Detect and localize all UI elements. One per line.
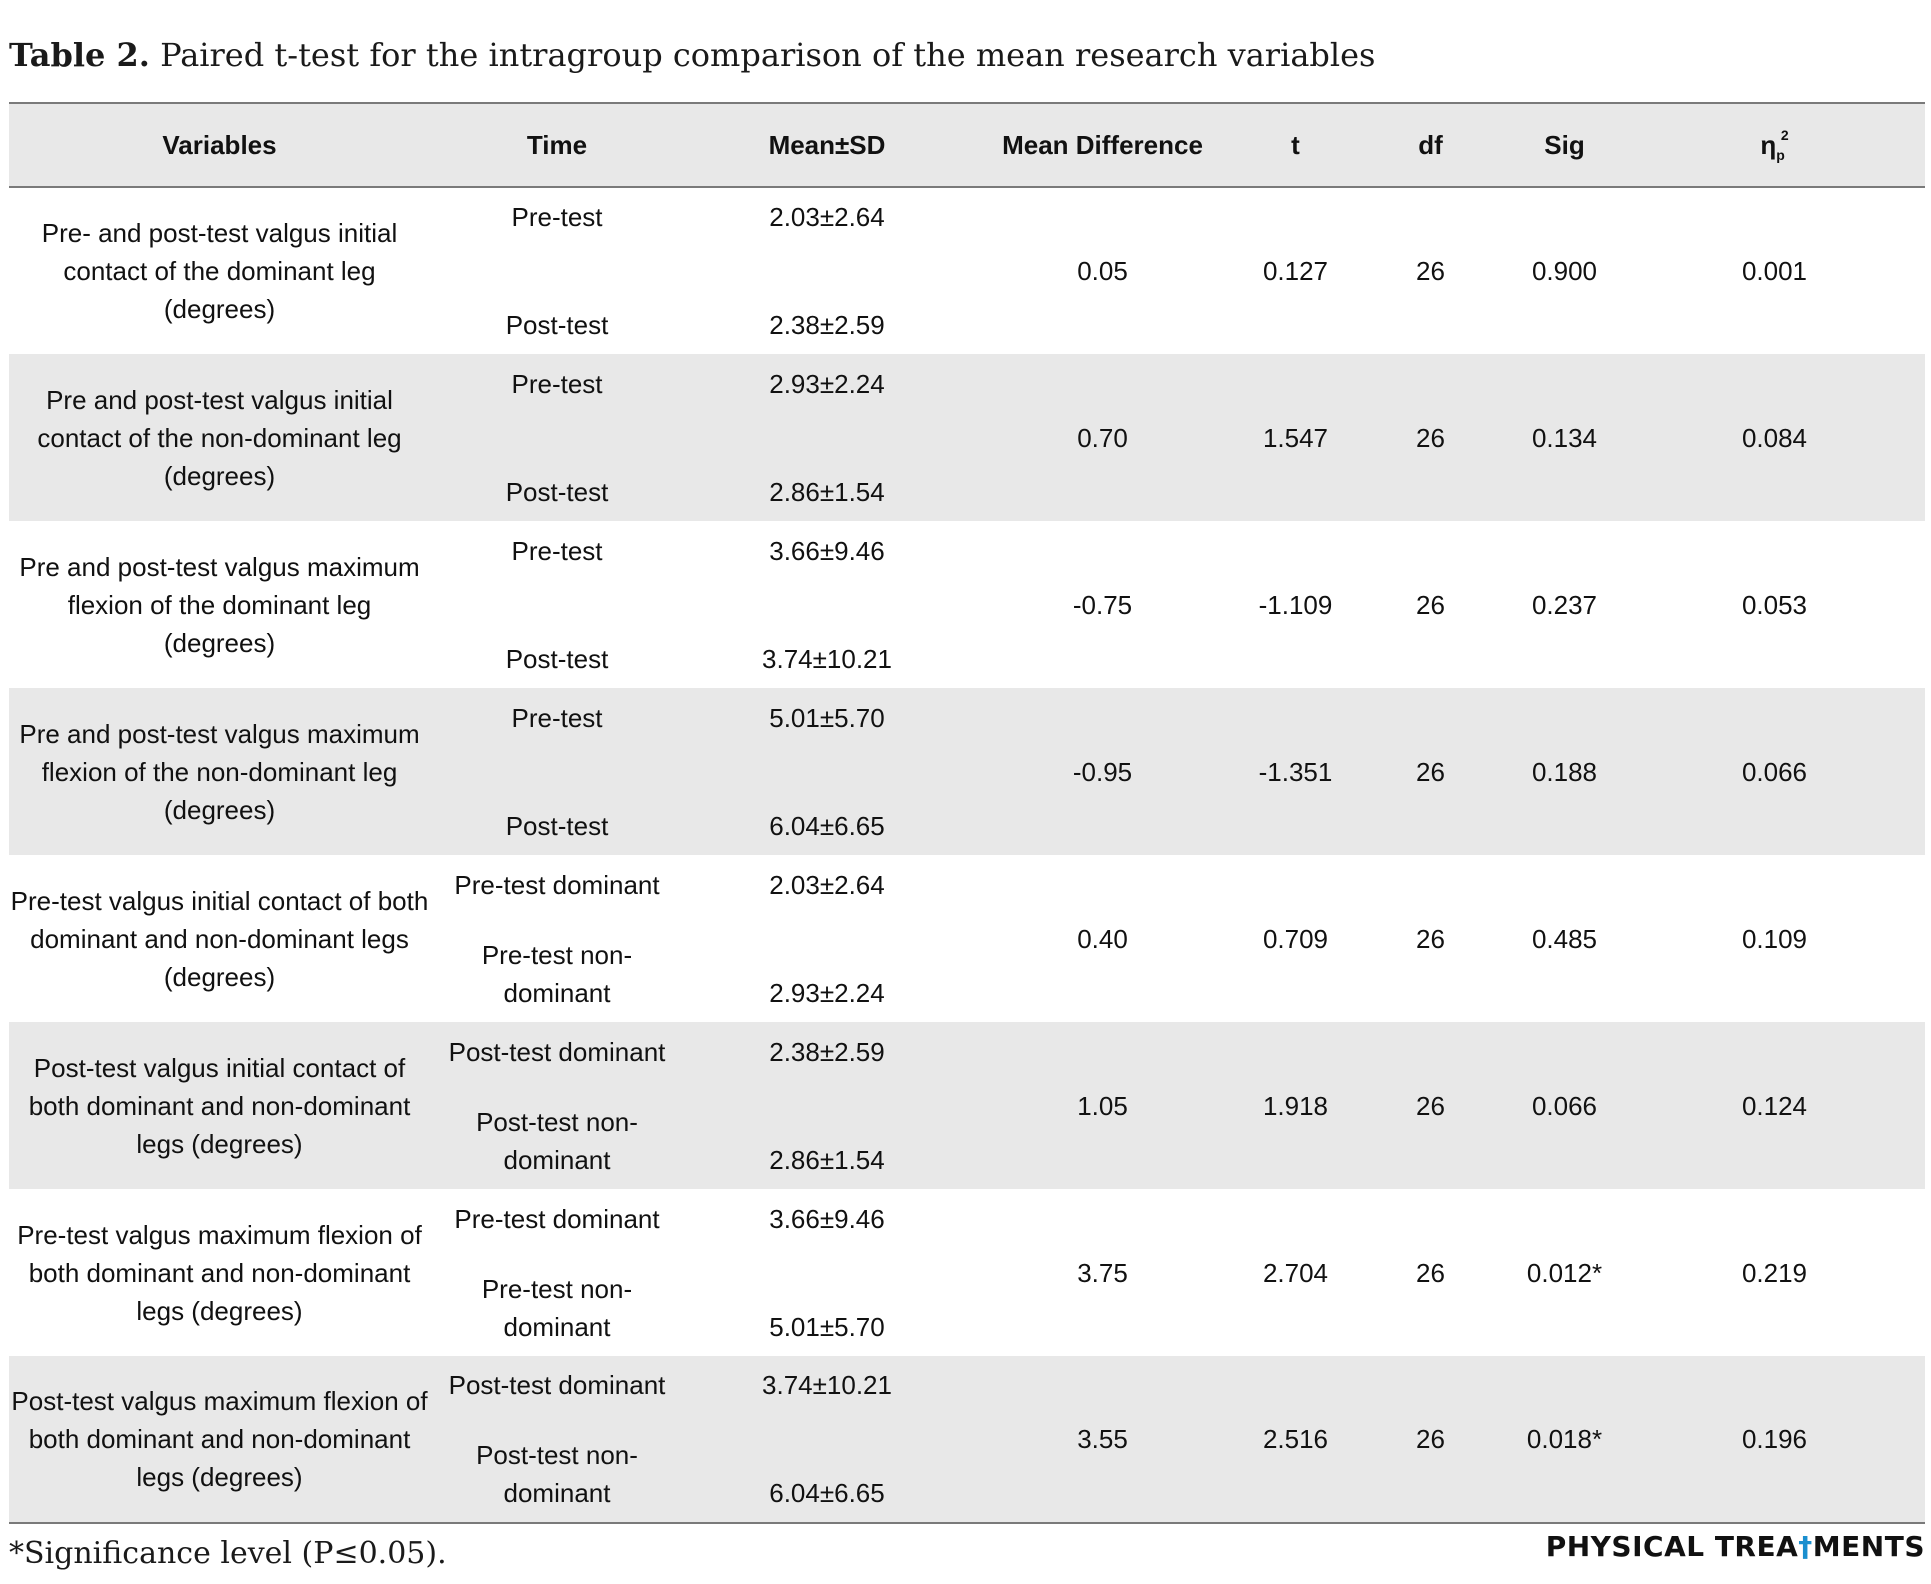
cell-mean-first: 2.93±2.24 (769, 368, 885, 399)
cell-eta: 0.084 (1741, 422, 1808, 453)
cell-mean-difference: -0.95 (1072, 756, 1133, 787)
cell-time-second: Post-test non-dominant (476, 1106, 638, 1175)
cell-mean-difference: -0.75 (1072, 589, 1133, 620)
eta-base: η (1760, 130, 1777, 160)
cell-mean-difference: 0.05 (1077, 256, 1128, 286)
header-mean-difference: Mean Difference (970, 103, 1235, 187)
cell-time-second: Post-test non-dominant (476, 1440, 638, 1508)
cell-mean-second: 6.04±6.65 (769, 1478, 885, 1508)
cell-variable: Pre and post-test valgus maximum flexion of the non-dominant leg (degrees) (19, 718, 420, 825)
cell-mean-sd (684, 187, 970, 354)
table-row (9, 1356, 1925, 1523)
header-t: t (1235, 103, 1356, 187)
header-eta (1624, 103, 1925, 187)
cell-time (430, 187, 684, 354)
cell-mean-sd (684, 521, 970, 688)
cell-time-second: Post-test (505, 476, 609, 507)
cell-mean-first: 2.38±2.59 (769, 1036, 885, 1067)
cell-eta: 0.219 (1741, 1257, 1808, 1288)
table-footnote: *Significance level (P≤0.05). (9, 1536, 447, 1571)
cell-mean-difference: 3.55 (970, 1356, 1235, 1523)
cell-df: 26 (1356, 1356, 1505, 1523)
cell-mean-first: 3.74±10.21 (762, 1370, 892, 1400)
cell-variable: Pre and post-test valgus maximum flexion of the dominant leg (degrees) (19, 551, 420, 658)
cell-mean-difference: 1.05 (1077, 1090, 1128, 1121)
header-sig: Sig (1505, 103, 1624, 187)
cell-eta: 0.124 (1741, 1090, 1808, 1121)
eta-superscript: 2 (1780, 127, 1789, 143)
journal-logo (1546, 1530, 1925, 1563)
cell-mean-second: 2.38±2.59 (769, 310, 885, 340)
cell-sig: 0.237 (1531, 589, 1598, 620)
cell-df: 26 (1416, 923, 1445, 954)
cell-t: 2.516 (1235, 1356, 1356, 1523)
cell-variable: Pre-test valgus maximum flexion of both dominant and non-dominant legs (degrees) (17, 1219, 422, 1326)
cell-mean-second: 6.04±6.65 (769, 810, 885, 841)
cell-mean-sd (684, 1356, 970, 1523)
cell-time-first: Post-test dominant (448, 1370, 666, 1400)
cell-time (430, 1022, 684, 1189)
header-time: Time (430, 103, 684, 187)
cell-df: 26 (1416, 589, 1445, 620)
cell-sig: 0.018* (1505, 1356, 1624, 1523)
cell-time-second: Post-test (505, 310, 609, 340)
cell-t: -1.109 (1258, 589, 1333, 620)
table-row (9, 521, 1925, 688)
eta-subscript: p (1776, 147, 1785, 163)
logo-figure-icon: † (1798, 1530, 1813, 1563)
table-caption-label: Table 2. (9, 36, 150, 74)
cell-eta: 0.001 (1741, 256, 1808, 286)
cell-mean-second: 3.74±10.21 (762, 643, 892, 674)
cell-sig: 0.134 (1531, 422, 1598, 453)
cell-t: 0.709 (1262, 923, 1329, 954)
cell-df: 26 (1416, 256, 1445, 286)
cell-mean-first: 2.03±2.64 (769, 869, 885, 900)
cell-sig: 0.188 (1531, 756, 1598, 787)
cell-mean-sd (684, 1189, 970, 1356)
cell-eta: 0.109 (1741, 923, 1808, 954)
cell-variable: Post-test valgus initial contact of both dominant and non-dominant legs (degrees) (28, 1052, 411, 1159)
cell-time (430, 1356, 684, 1523)
cell-time (430, 855, 684, 1022)
cell-mean-second: 2.86±1.54 (769, 1144, 885, 1175)
cell-mean-second: 2.86±1.54 (769, 476, 885, 507)
logo-text-start: PHYSICAL TREA (1545, 1530, 1799, 1563)
cell-mean-first: 3.66±9.46 (769, 535, 885, 566)
cell-mean-difference: 3.75 (1077, 1257, 1128, 1288)
table-row (9, 855, 1925, 1022)
table-row (9, 354, 1925, 521)
table-caption-text: Paired t-test for the intragroup comparison of the mean research variables (149, 36, 1376, 74)
cell-t: -1.351 (1258, 756, 1333, 787)
cell-df: 26 (1416, 756, 1445, 787)
cell-time-second: Pre-test non-dominant (481, 1273, 633, 1342)
cell-t: 2.704 (1262, 1257, 1329, 1288)
cell-df: 26 (1416, 1257, 1445, 1288)
results-table (9, 102, 1925, 1524)
cell-variable: Pre and post-test valgus initial contact of the non-dominant leg (degrees) (37, 384, 402, 491)
cell-eta: 0.053 (1741, 589, 1808, 620)
table-row (9, 1189, 1925, 1356)
cell-time (430, 1189, 684, 1356)
cell-time-first: Pre-test dominant (454, 869, 660, 900)
eta-symbol (1760, 127, 1789, 163)
table-caption (9, 36, 1375, 74)
cell-eta: 0.196 (1624, 1356, 1925, 1523)
cell-time-first: Pre-test (511, 702, 603, 733)
cell-mean-first: 2.03±2.64 (769, 202, 885, 232)
header-mean-sd: Mean±SD (684, 103, 970, 187)
cell-t: 1.547 (1262, 422, 1329, 453)
cell-sig: 0.012* (1526, 1257, 1603, 1288)
cell-time (430, 688, 684, 855)
cell-t: 0.127 (1262, 256, 1329, 286)
table-row (9, 1022, 1925, 1189)
cell-time-first: Pre-test (511, 535, 603, 566)
cell-time-first: Pre-test (511, 202, 603, 232)
cell-t: 1.918 (1262, 1090, 1329, 1121)
cell-df: 26 (1416, 1090, 1445, 1121)
cell-time-first: Pre-test (511, 368, 603, 399)
cell-variable: Post-test valgus maximum flexion of both dominant and non-dominant legs (degrees) (9, 1356, 430, 1523)
cell-time (430, 354, 684, 521)
cell-time (430, 521, 684, 688)
table-row (9, 688, 1925, 855)
cell-variable: Pre- and post-test valgus initial contact of the dominant leg (degrees) (41, 218, 398, 324)
cell-mean-second: 2.93±2.24 (769, 977, 885, 1008)
cell-mean-sd (684, 354, 970, 521)
cell-mean-sd (684, 855, 970, 1022)
cell-eta: 0.066 (1741, 756, 1808, 787)
cell-sig: 0.485 (1531, 923, 1598, 954)
cell-mean-difference: 0.40 (1077, 923, 1128, 954)
cell-mean-sd (684, 688, 970, 855)
cell-sig: 0.900 (1531, 256, 1598, 286)
cell-mean-second: 5.01±5.70 (769, 1311, 885, 1342)
cell-mean-first: 5.01±5.70 (769, 702, 885, 733)
cell-time-first: Post-test dominant (448, 1036, 666, 1067)
cell-df: 26 (1416, 422, 1445, 453)
cell-mean-difference: 0.70 (1077, 422, 1128, 453)
cell-sig: 0.066 (1531, 1090, 1598, 1121)
header-df: df (1356, 103, 1505, 187)
cell-time-second: Post-test (505, 810, 609, 841)
cell-time-first: Pre-test dominant (454, 1203, 660, 1234)
table-row (9, 187, 1925, 354)
cell-mean-first: 3.66±9.46 (769, 1203, 885, 1234)
header-variables: Variables (9, 103, 430, 187)
table-header-row (9, 103, 1925, 187)
cell-mean-sd (684, 1022, 970, 1189)
cell-variable: Pre-test valgus initial contact of both dominant and non-dominant legs (degrees) (10, 885, 429, 992)
cell-time-second: Pre-test non-dominant (481, 939, 633, 1008)
logo-text-end: MENTS (1812, 1530, 1925, 1563)
cell-time-second: Post-test (505, 643, 609, 674)
